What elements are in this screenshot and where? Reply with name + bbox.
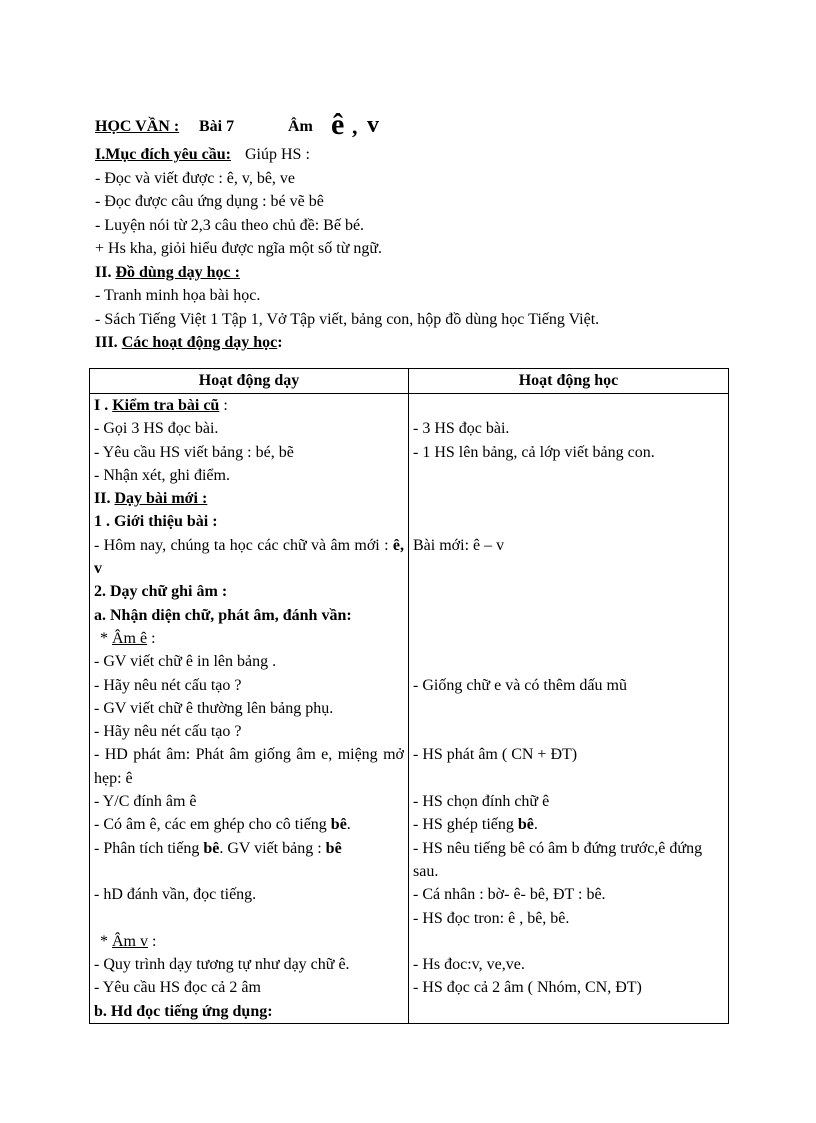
teacher-step-text: - Hôm nay, chúng ta học các chữ và âm mới : <box>94 536 389 554</box>
teacher-step <box>94 534 404 581</box>
word-be: bê <box>517 816 534 834</box>
section-suffix: : <box>223 397 228 414</box>
teacher-step <box>94 813 404 836</box>
spacer <box>413 557 724 580</box>
activities-table <box>89 368 729 1024</box>
student-step: - HS chọn đính chữ ê <box>413 793 550 811</box>
materials-heading: Đồ dùng dạy học : <box>115 263 240 281</box>
section-teach-letters: 2. Dạy chữ ghi âm : <box>94 583 228 601</box>
teacher-step-text: . GV viết bảng : <box>219 839 322 857</box>
word-be: bê <box>325 839 342 857</box>
spacer <box>413 697 724 720</box>
teacher-step: - hD đánh vần, đọc tiếng. <box>94 886 257 904</box>
student-step: - Giống chữ e và có thêm dấu mũ <box>413 676 627 694</box>
spacer <box>413 580 724 603</box>
objective-item: - Đọc được câu ứng dụng : bé vẽ bê <box>95 193 324 210</box>
bullet-star: * <box>100 932 108 950</box>
student-step: - HS đọc tron: ê , bê, bê. <box>413 909 570 927</box>
spacer <box>413 627 724 650</box>
subsection-suffix: : <box>152 932 157 950</box>
section-number: II. <box>94 490 111 508</box>
teacher-step-text: . <box>346 816 351 834</box>
teacher-activities <box>90 394 409 1024</box>
spacer <box>413 767 724 790</box>
table-header-row <box>90 369 729 394</box>
material-item: - Sách Tiếng Việt 1 Tập 1, Vở Tập viết, bảng con, hộp đồ dùng học Tiếng Việt. <box>95 310 600 328</box>
spacer <box>413 930 724 953</box>
section-review <box>94 394 404 417</box>
subsection-suffix: : <box>151 629 156 647</box>
teacher-column-header: Hoạt động dạy <box>90 369 409 394</box>
spacer <box>94 907 404 930</box>
student-step-text: - HS ghép tiếng <box>413 816 514 834</box>
teacher-step: - Y/C đính âm ê <box>94 793 197 811</box>
letter-v: v <box>367 112 379 138</box>
materials-heading-prefix: II. <box>95 263 112 281</box>
student-column-header: Hoạt động học <box>409 369 729 394</box>
objectives-heading: I.Mục đích yêu cầu: <box>95 146 231 163</box>
spacer <box>413 1000 724 1023</box>
teacher-step: - GV viết chữ ê in lên bảng . <box>94 653 277 671</box>
section-new-lesson <box>94 487 404 510</box>
objective-item: - Luyện nói từ 2,3 câu theo chủ đề: Bế bé. <box>95 216 365 234</box>
student-activities <box>409 394 729 1024</box>
section-title: Dạy bài mới : <box>114 490 208 508</box>
lesson-number: Bài 7 <box>199 118 235 135</box>
activities-heading-prefix: III. <box>95 334 118 351</box>
objectives-intro: Giúp HS : <box>245 146 310 163</box>
teacher-step: - Quy trình dạy tương tự như dạy chữ ê. <box>94 956 350 974</box>
student-step: - HS phát âm ( CN + ĐT) <box>413 746 578 764</box>
spacer <box>413 650 724 673</box>
student-step: - Cá nhân : bờ- ê- bê, ĐT : bê. <box>413 886 606 904</box>
lesson-header <box>95 143 745 355</box>
teacher-step <box>94 837 404 860</box>
letter-e: ê <box>331 108 345 141</box>
teacher-step-text: - Có âm ê, các em ghép cho cô tiếng <box>94 816 327 834</box>
student-step: Bài mới: ê – v <box>413 536 505 554</box>
subsection-title: Âm ê <box>112 629 148 647</box>
section-introduction: 1 . Giới thiệu bài : <box>94 513 218 531</box>
teacher-step: - Yêu cầu HS đọc cả 2 âm <box>94 979 261 997</box>
student-step: - Hs đoc:v, ve,ve. <box>413 956 525 974</box>
table-row <box>90 394 729 1024</box>
student-step: - 1 HS lên bảng, cả lớp viết bảng con. <box>413 443 655 461</box>
word-be: bê <box>203 839 220 857</box>
section-reading: b. Hd đọc tiếng ứng dụng: <box>94 1002 273 1020</box>
student-step: - 3 HS đọc bài. <box>413 420 510 438</box>
student-step: - HS đọc cả 2 âm ( Nhóm, CN, ĐT) <box>413 979 642 997</box>
bullet-star: * <box>100 629 108 647</box>
title-separator: , <box>352 114 358 139</box>
teacher-step: - Hãy nêu nét cấu tạo ? <box>94 676 242 694</box>
spacer <box>94 860 404 883</box>
teacher-step-text: - Phân tích tiếng <box>94 839 200 857</box>
spacer <box>413 510 724 533</box>
materials-heading-line <box>95 261 745 285</box>
objectives-heading-line <box>95 143 745 167</box>
objective-item: - Đọc và viết được : ê, v, bê, ve <box>95 169 296 187</box>
subsection-title: Âm v <box>112 932 148 950</box>
teacher-step: - Gọi 3 HS đọc bài. <box>94 420 219 438</box>
spacer <box>413 720 724 743</box>
material-item: - Tranh minh họa bài học. <box>95 287 261 304</box>
activities-heading-suffix: : <box>277 334 283 351</box>
subsection-am-e <box>94 627 404 650</box>
activities-heading: Các hoạt động dạy học <box>121 334 278 351</box>
teacher-step: - Hãy nêu nét cấu tạo ? <box>94 723 242 741</box>
spacer <box>413 487 724 510</box>
spacer <box>413 464 724 487</box>
spacer <box>413 604 724 627</box>
teacher-step: - HD phát âm: Phát âm giống âm e, miệng mở hẹp: ê <box>94 746 404 787</box>
subsection-am-v <box>94 930 404 953</box>
teacher-step-letters: ê, v <box>94 536 404 578</box>
spacer <box>413 394 724 417</box>
word-be: bê <box>330 816 347 834</box>
teacher-step: - GV viết chữ ê thường lên bảng phụ. <box>94 699 334 717</box>
activities-heading-line <box>95 331 745 355</box>
section-number: I . <box>94 397 109 414</box>
section-title: Kiểm tra bài cũ <box>112 397 220 414</box>
am-label: Âm <box>288 118 313 135</box>
section-recognition: a. Nhận diện chữ, phát âm, đánh vần: <box>94 606 352 624</box>
student-step: - HS nêu tiếng bê có âm b đứng trước,ê đứng sau. <box>413 839 703 880</box>
student-step <box>413 813 724 836</box>
student-step-text: . <box>533 816 538 834</box>
objective-item: + Hs kha, giỏi hiểu được ngĩa một số từ ngữ. <box>95 240 383 257</box>
teacher-step: - Yêu cầu HS viết bảng : bé, bẽ <box>94 443 294 461</box>
teacher-step: - Nhận xét, ghi điểm. <box>94 466 230 484</box>
subject-label: HỌC VẦN : <box>95 118 180 135</box>
